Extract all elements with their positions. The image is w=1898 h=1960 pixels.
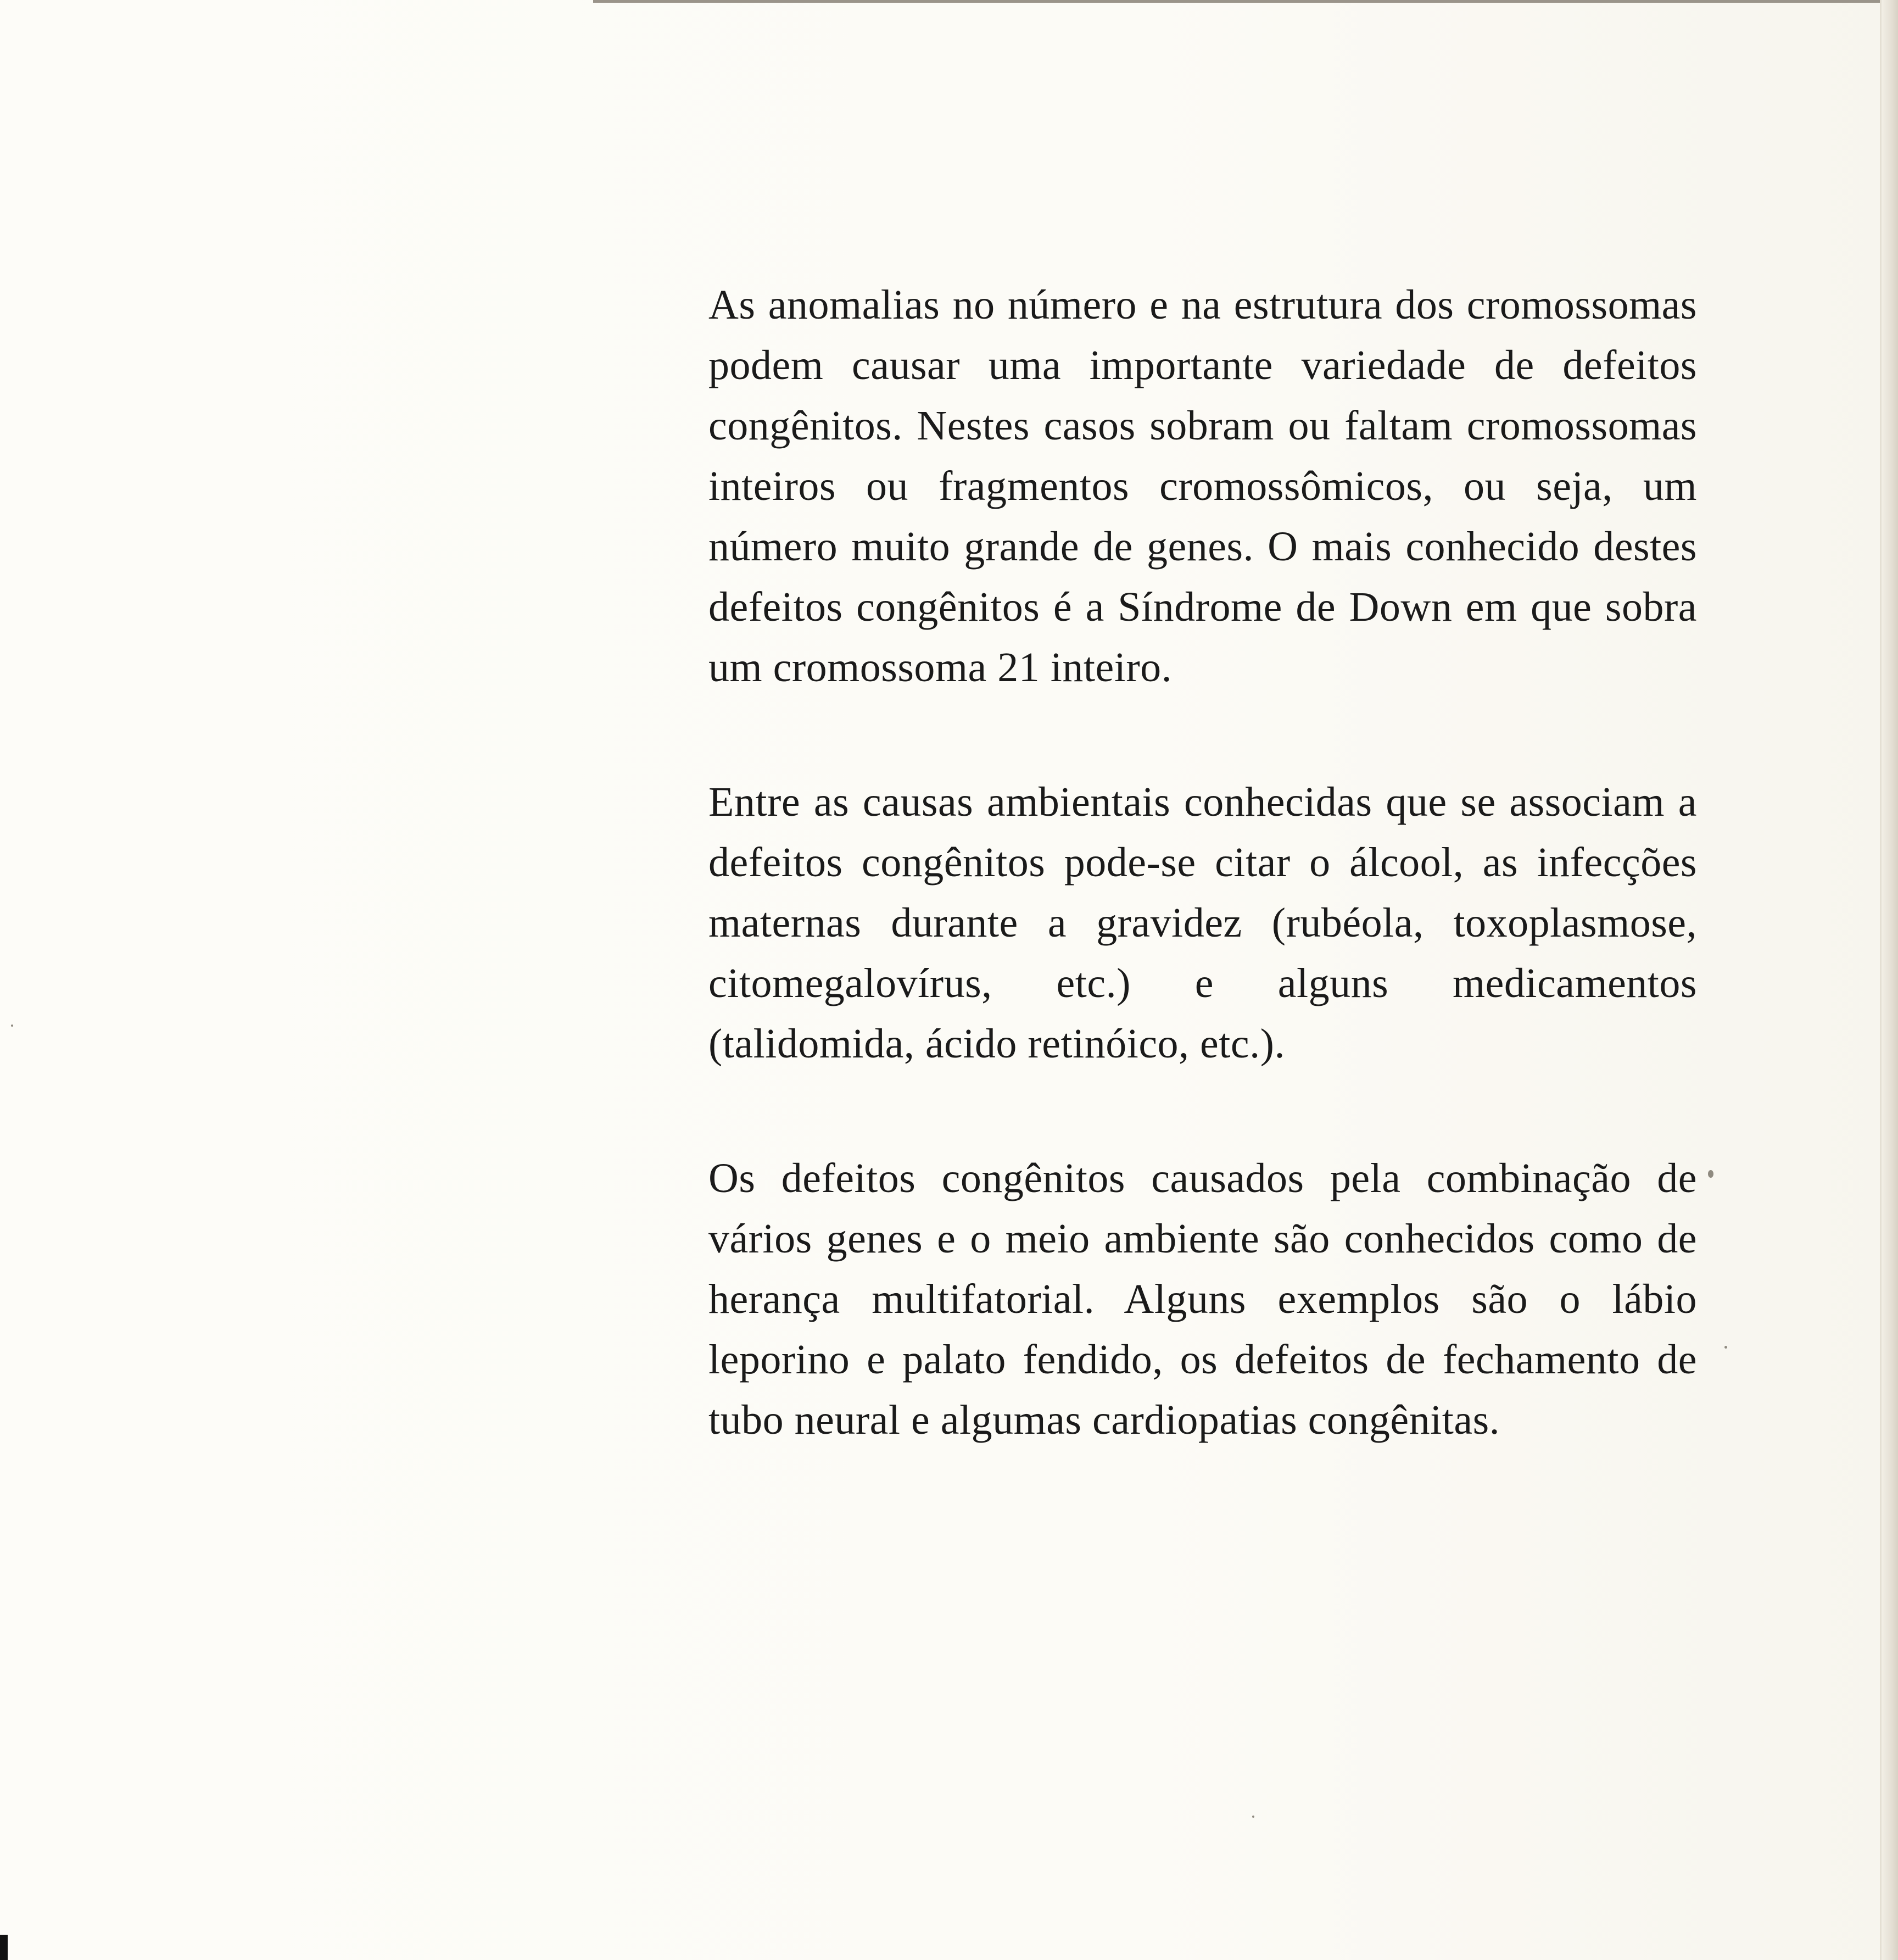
page-right-edge (1882, 0, 1898, 1960)
scan-speck (1252, 1816, 1254, 1818)
paragraph-environmental-causes: Entre as causas ambientais conhecidas que se associam a defeitos congênitos pode-se citar o álcool, as infecções maternas durante a gravidez (rubéola, toxoplasmose, citomegalovírus, etc.) e alguns medicamentos (talidomida, ácido retinóico, etc.). (708, 779, 1697, 1067)
scan-corner-mark (0, 1935, 8, 1960)
scan-speck (1708, 1170, 1713, 1178)
page-top-edge (593, 0, 1889, 3)
paragraph-chromosome-anomalies: As anomalias no número e na estrutura dos cromossomas podem causar uma importante variedade de defeitos congênitos. Nestes casos sobram ou faltam cromossomas inteiros ou fragmentos cromossômicos, ou seja, um número muito grande de genes. O mais conhecido destes defeitos congênitos é a Síndrome de Down em que sobra um cromossoma 21 inteiro. (708, 282, 1697, 691)
body-text (708, 275, 1697, 1450)
scan-speck (11, 1024, 13, 1027)
paragraph-multifactorial-inheritance: Os defeitos congênitos causados pela combinação de vários genes e o meio ambiente são conhecidos como de herança multifatorial. Alguns exemplos são o lábio leporino e palato fendido, os defeitos de fechamento de tubo neural e algumas cardiopatias congênitas. (708, 1155, 1697, 1443)
scan-speck (1724, 1346, 1727, 1349)
